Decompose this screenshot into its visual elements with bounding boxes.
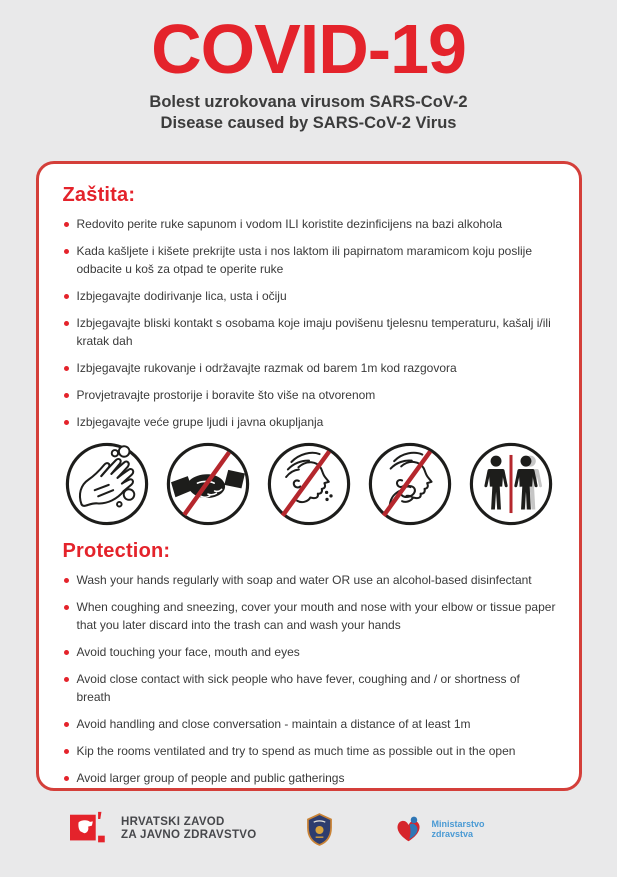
- bullet-dot: [64, 222, 69, 227]
- list-item: [63, 742, 557, 760]
- list-item-text: Kip the rooms ventilated and try to spend as much time as possible out in the open: [76, 744, 516, 759]
- list-item-text: Izbjegavajte rukovanje i održavajte razmak od barem 1m kod razgovora: [76, 361, 457, 376]
- hzjz-name-line2: ZA JAVNO ZDRAVSTVO: [121, 829, 257, 842]
- hzjz-name: [121, 816, 257, 842]
- bullet-dot: [64, 366, 69, 371]
- list-item-text: Avoid handling and close conversation - maintain a distance of at least 1m: [76, 717, 471, 732]
- page-title: COVID-19: [151, 10, 466, 88]
- list-item-text: Provjetravajte prostorije i boravite što više na otvorenom: [76, 388, 376, 403]
- list-item-text: When coughing and sneezing, cover your mouth and nose with your elbow or tissue paper that you later discard into the trash can and wash your hands: [76, 600, 556, 633]
- list-item-text: Avoid touching your face, mouth and eyes: [76, 645, 300, 660]
- list-item: [63, 386, 557, 404]
- bullet-dot: [64, 420, 69, 425]
- subtitle-english: Disease caused by SARS-CoV-2 Virus: [160, 114, 457, 133]
- list-item: [63, 670, 557, 706]
- ministry-heart-icon: [394, 815, 424, 844]
- bullet-dot: [64, 578, 69, 583]
- list-item-text: Izbjegavajte bliski kontakt s osobama koje imaju povišenu tjelesnu temperaturu, kašalj i/ili kratak dah: [76, 316, 551, 349]
- bullet-dot: [64, 722, 69, 727]
- bullet-dot: [64, 321, 69, 326]
- bullet-dot: [64, 294, 69, 299]
- hzjz-name-line1: HRVATSKI ZAVOD: [121, 816, 225, 829]
- icon-row: [63, 440, 555, 528]
- ministry-name-line1: Ministarstvo: [431, 818, 485, 829]
- protection-list-english: [61, 571, 557, 787]
- list-item: [63, 215, 557, 233]
- bullet-dot: [64, 393, 69, 398]
- list-item: [63, 242, 557, 278]
- list-item: [63, 314, 557, 350]
- ministry-logo: [394, 815, 485, 844]
- footer: [70, 805, 617, 853]
- list-item-text: Wash your hands regularly with soap and water OR use an alcohol-based disinfectant: [76, 573, 532, 588]
- ministry-name-line2: zdravstva: [431, 829, 474, 840]
- list-item: [63, 769, 557, 787]
- list-item: [63, 287, 557, 305]
- subtitle-croatian: Bolest uzrokovana virusom SARS-CoV-2: [149, 93, 468, 112]
- protection-list-croatian: [61, 215, 557, 431]
- info-card: [36, 161, 582, 791]
- bullet-dot: [64, 749, 69, 754]
- no-open-coughing-icon: [265, 440, 353, 528]
- no-face-touching-icon: [366, 440, 454, 528]
- no-handshake-icon: [164, 440, 252, 528]
- list-item-text: Izbjegavajte veće grupe ljudi i javna okupljanja: [76, 415, 324, 430]
- list-item: [63, 643, 557, 661]
- hzjz-logo: [70, 809, 257, 849]
- list-item: [63, 413, 557, 431]
- list-item-text: Avoid larger group of people and public gatherings: [76, 771, 345, 786]
- bullet-dot: [64, 776, 69, 781]
- section-heading-zastita: Zaštita:: [62, 184, 136, 207]
- list-item: [63, 715, 557, 733]
- wash-hands-icon: [63, 440, 151, 528]
- poster-header: [0, 0, 617, 134]
- list-item: [63, 359, 557, 377]
- bullet-dot: [64, 249, 69, 254]
- bullet-dot: [64, 650, 69, 655]
- list-item: [63, 571, 557, 589]
- ministry-name: [432, 819, 485, 840]
- list-item: [63, 598, 557, 634]
- list-item-text: Kada kašljete i kišete prekrijte usta i nos laktom ili papirnatom maramicom koju poslije odbacite u koš za otpad te operite ruke: [76, 244, 533, 277]
- bullet-dot: [64, 605, 69, 610]
- civil-protection-badge-icon: [307, 813, 332, 846]
- bullet-dot: [64, 677, 69, 682]
- hzjz-logo-icon: [70, 809, 110, 849]
- list-item-text: Izbjegavajte dodirivanje lica, usta i očiju: [76, 289, 287, 304]
- subtitle: [0, 92, 617, 134]
- section-heading-protection: Protection:: [62, 540, 171, 563]
- list-item-text: Avoid close contact with sick people who have fever, coughing and / or shortness of breath: [76, 672, 520, 705]
- list-item-text: Redovito perite ruke sapunom i vodom ILI koristite dezinficijens na bazi alkohola: [76, 217, 503, 232]
- keep-distance-icon: [467, 440, 555, 528]
